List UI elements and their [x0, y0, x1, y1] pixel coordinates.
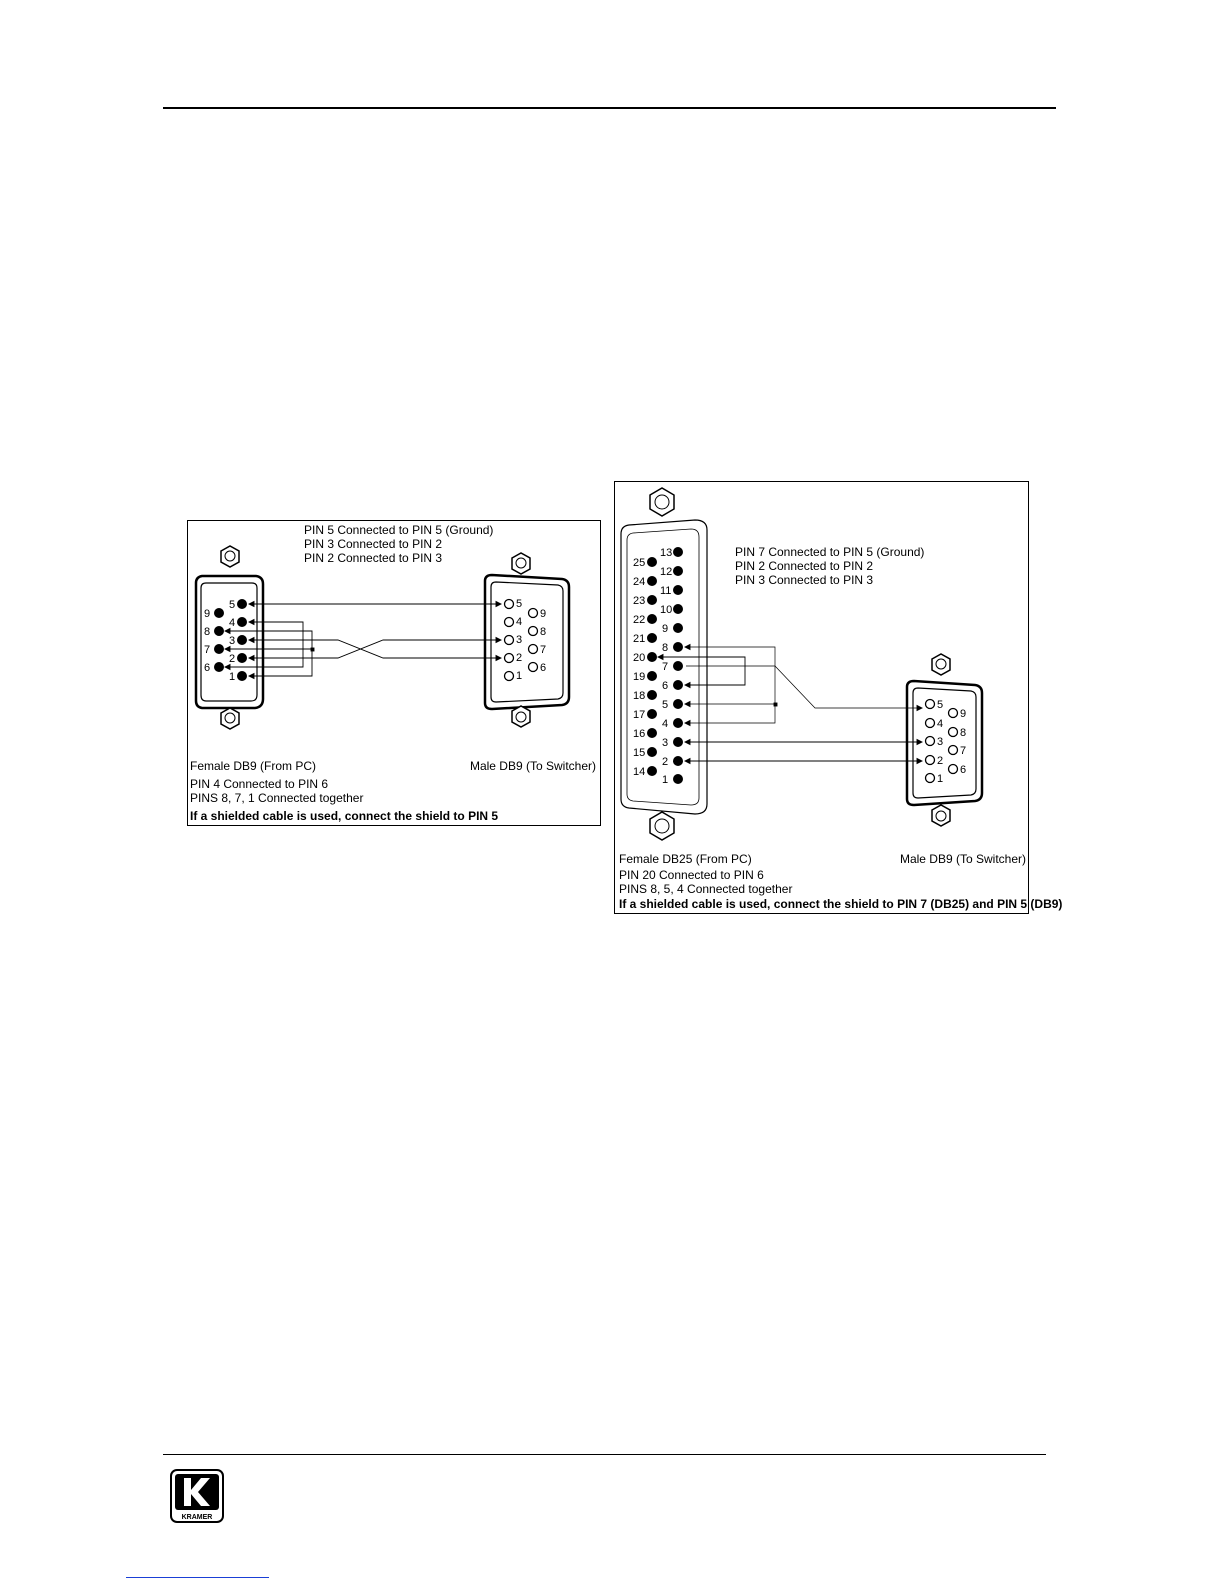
pin-label: 6	[540, 662, 547, 674]
pin-label: 6	[662, 680, 669, 692]
note-line: PIN 3 Connected to PIN 2	[304, 537, 443, 551]
note-line: PIN 5 Connected to PIN 5 (Ground)	[304, 523, 494, 537]
pin-label: 9	[204, 608, 211, 620]
footer-link-underline[interactable]	[126, 1577, 269, 1578]
pin-label: 7	[662, 661, 669, 673]
pin-label: 5	[229, 599, 236, 611]
pin-label: 15	[633, 747, 646, 759]
pin-label: 23	[633, 595, 646, 607]
db9-to-db9-wiring-diagram	[187, 520, 601, 826]
pin-label: 3	[937, 736, 944, 748]
hex-screw-icon	[512, 706, 530, 727]
note-line: PIN 7 Connected to PIN 5 (Ground)	[735, 545, 925, 559]
hex-screw-icon	[221, 708, 239, 729]
header-rule	[163, 107, 1056, 109]
pin-label: 8	[662, 642, 669, 654]
connector-label: Female DB25 (From PC)	[619, 852, 752, 866]
pin-label: 10	[660, 604, 673, 616]
pin-label: 6	[960, 764, 967, 776]
connector-label: Male DB9 (To Switcher)	[469, 759, 596, 773]
pin-label: 3	[516, 634, 523, 646]
note-line: PIN 20 Connected to PIN 6	[619, 868, 764, 882]
pin-label: 20	[633, 652, 646, 664]
pin-label: 4	[229, 617, 236, 629]
pin-label: 7	[204, 644, 211, 656]
footer-rule	[163, 1454, 1046, 1455]
pin-label: 16	[633, 728, 646, 740]
pin-label: 8	[204, 626, 211, 638]
pin-label: 4	[516, 616, 523, 628]
pin-label: 21	[633, 633, 646, 645]
pin-label: 1	[229, 671, 236, 683]
pin-label: 1	[937, 773, 944, 785]
pin-label: 5	[662, 699, 669, 711]
pin-label: 8	[960, 727, 967, 739]
pin-label: 18	[633, 690, 646, 702]
pin-label: 8	[540, 626, 547, 638]
pin-label: 1	[516, 670, 523, 682]
pin-label: 14	[633, 766, 646, 778]
pin-label: 17	[633, 709, 646, 721]
connector-label: Female DB9 (From PC)	[190, 759, 317, 773]
pin-label: 5	[937, 699, 944, 711]
pin-label: 2	[937, 755, 944, 767]
kramer-logo-icon	[170, 1469, 224, 1523]
wires	[658, 645, 922, 764]
kramer-logo	[170, 1469, 224, 1523]
pin-label: 2	[229, 653, 236, 665]
hex-screw-icon	[512, 553, 530, 574]
pin-label: 24	[633, 576, 646, 588]
pin-label: 3	[662, 737, 669, 749]
pin-label: 4	[662, 718, 669, 730]
note-line: PINS 8, 5, 4 Connected together	[619, 882, 793, 896]
pin-label: 13	[660, 547, 673, 559]
pin-label: 6	[204, 662, 211, 674]
pin-label: 7	[960, 745, 967, 757]
pin-label: 12	[660, 566, 673, 578]
pin-label: 4	[937, 718, 944, 730]
logo-text: KRAMER	[181, 1514, 213, 1521]
pin-label: 3	[229, 635, 236, 647]
pin-label: 19	[633, 671, 646, 683]
pin-label: 22	[633, 614, 646, 626]
pin-label: 9	[960, 708, 967, 720]
note-line: PIN 3 Connected to PIN 3	[735, 573, 874, 587]
note-line: PIN 2 Connected to PIN 2	[735, 559, 874, 573]
shield-note: If a shielded cable is used, connect the shield to PIN 5	[190, 809, 499, 823]
pin-label: 5	[516, 598, 523, 610]
shield-note: If a shielded cable is used, connect the shield to PIN 7 (DB25) and PIN 5 (DB9)	[619, 897, 1063, 911]
pin-label: 1	[662, 774, 669, 786]
note-line: PIN 2 Connected to PIN 3	[304, 551, 443, 565]
wires	[225, 602, 501, 679]
pin-label: 25	[633, 557, 646, 569]
pin-label: 9	[662, 623, 669, 635]
connector-label: Male DB9 (To Switcher)	[899, 852, 1026, 866]
pin-label: 7	[540, 644, 547, 656]
pin-label: 2	[516, 652, 523, 664]
hex-screw-icon	[932, 805, 950, 826]
note-line: PIN 4 Connected to PIN 6	[190, 777, 329, 791]
hex-screw-icon	[221, 546, 239, 567]
note-line: PINS 8, 7, 1 Connected together	[190, 791, 364, 805]
pin-label: 2	[662, 756, 669, 768]
hex-screw-icon	[650, 812, 674, 840]
db25-to-db9-wiring-diagram	[614, 481, 1063, 914]
pin-label: 9	[540, 608, 547, 620]
hex-screw-icon	[650, 488, 674, 516]
pin-label: 11	[660, 585, 672, 597]
hex-screw-icon	[932, 654, 950, 675]
